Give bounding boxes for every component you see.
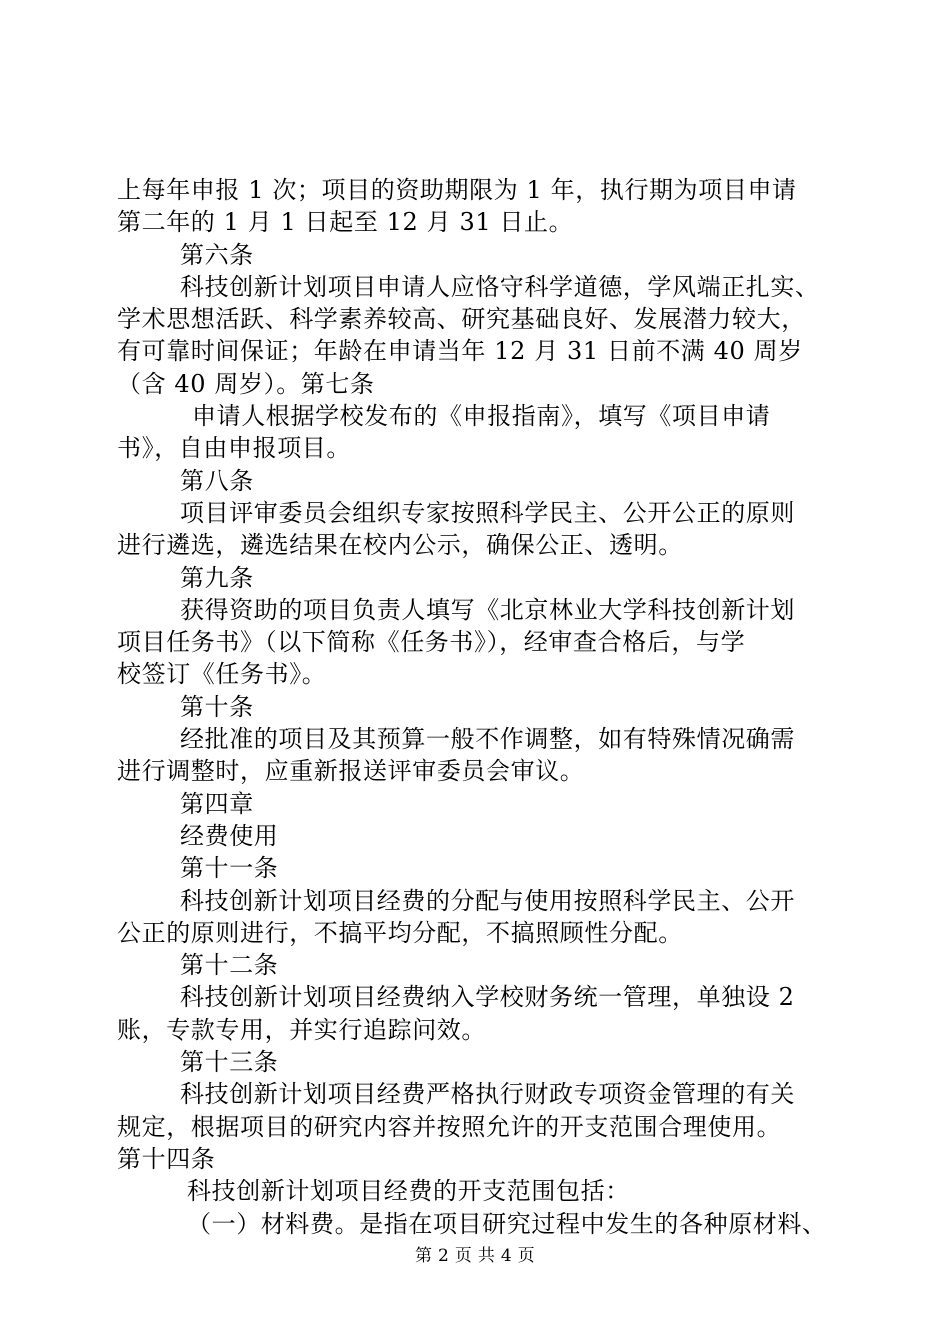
text-line: 第十三条 — [180, 1048, 279, 1077]
text-line: 获得资助的项目负责人填写《北京林业大学科技创新计划 — [180, 595, 795, 624]
document-body — [117, 174, 837, 1240]
text-line: 有可靠时间保证；年龄在申请当年 12 月 31 日前不满 40 周岁 — [117, 337, 803, 366]
text-line: 学术思想活跃、科学素养较高、研究基础良好、发展潜力较大， — [117, 305, 806, 334]
text-line: 第六条 — [180, 240, 254, 269]
text-line: 书》，自由申报项目。 — [117, 434, 351, 463]
text-line: 进行调整时，应重新报送评审委员会审议。 — [117, 757, 585, 786]
text-line: 经费使用 — [180, 821, 279, 850]
text-line: 第八条 — [180, 466, 254, 495]
text-line: 科技创新计划项目经费的开支范围包括： — [187, 1177, 630, 1206]
text-line: 科技创新计划项目经费纳入学校财务统一管理，单独设 2 — [180, 983, 795, 1012]
text-line: 申请人根据学校发布的《申报指南》，填写《项目申请 — [192, 402, 771, 431]
text-line: 第十二条 — [180, 951, 279, 980]
text-line: 第十一条 — [180, 854, 279, 883]
text-line: 科技创新计划项目申请人应恪守科学道德，学风端正扎实、 — [180, 272, 820, 301]
text-line: 第十条 — [180, 692, 254, 721]
text-line: 账，专款专用，并实行追踪问效。 — [117, 1015, 486, 1044]
text-line: 科技创新计划项目经费严格执行财政专项资金管理的有关 — [180, 1080, 795, 1109]
text-line: （含 40 周岁）。第七条 — [117, 369, 375, 398]
text-line: 经批准的项目及其预算一般不作调整，如有特殊情况确需 — [180, 725, 795, 754]
text-line: 公正的原则进行，不搞平均分配，不搞照顾性分配。 — [117, 918, 683, 947]
text-line: 第四章 — [180, 789, 254, 818]
text-line: 第十四条 — [117, 1144, 216, 1173]
text-line: 项目任务书》（以下简称《任务书》），经审查合格后，与学 — [117, 628, 746, 657]
text-line: 第九条 — [180, 563, 254, 592]
text-line: 规定，根据项目的研究内容并按照允许的开支范围合理使用。 — [117, 1112, 782, 1141]
page-footer: 第 2 页 共 4 页 — [415, 1246, 535, 1266]
text-line: 科技创新计划项目经费的分配与使用按照科学民主、公开 — [180, 886, 795, 915]
text-line: 项目评审委员会组织专家按照科学民主、公开公正的原则 — [180, 498, 795, 527]
text-line: 校签订《任务书》。 — [117, 660, 327, 689]
text-line: 上每年申报 1 次；项目的资助期限为 1 年，执行期为项目申请 — [117, 176, 797, 204]
text-line: 第二年的 1 月 1 日起至 12 月 31 日止。 — [117, 208, 574, 237]
text-line: 进行遴选，遴选结果在校内公示，确保公正、透明。 — [117, 531, 683, 560]
text-line: （一）材料费。是指在项目研究过程中发生的各种原材料、 — [187, 1209, 827, 1238]
